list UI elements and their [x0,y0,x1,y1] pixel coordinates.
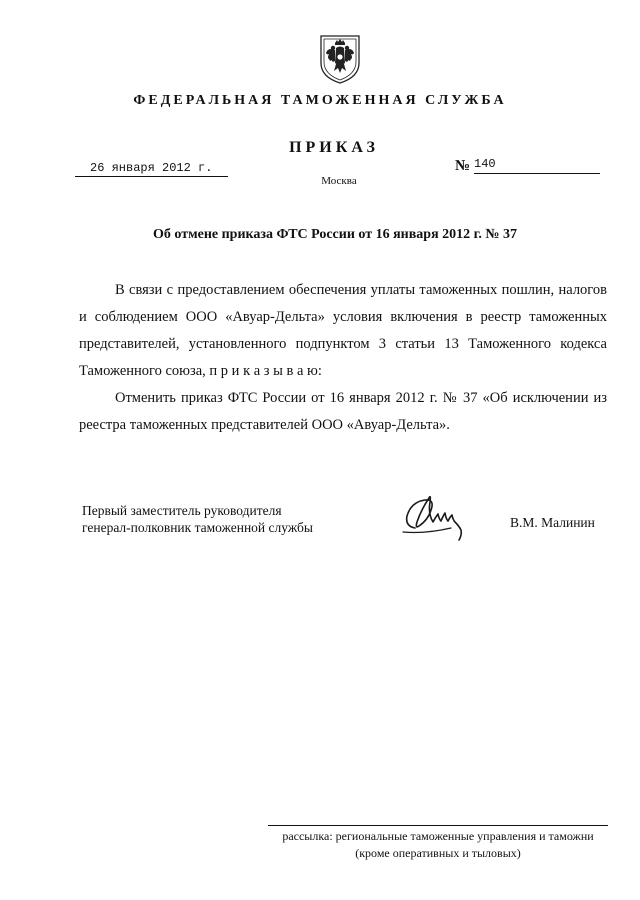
order-number-sign: № [455,158,471,174]
distribution-line: рассылка: региональные таможенные управления и таможни [282,829,594,843]
signer-name: В.М. Малинин [510,515,595,530]
signer-position-line: Первый заместитель руководителя [82,503,282,518]
order-city: Москва [321,175,357,187]
order-body [79,277,607,439]
order-title: ПРИКАЗ [289,139,379,156]
order-subject: Об отмене приказа ФТС России от 16 января 2012 г. № 37 [153,227,517,242]
order-number: 140 [474,156,600,174]
body-paragraph: Отменить приказ ФТС России от 16 января 2012 г. № 37 «Об исключении из реестра таможенных представителей ООО «Авуар-Дельта». [79,390,607,433]
signer-position-line: генерал-полковник таможенной службы [82,520,313,535]
body-paragraph: В связи с предоставлением обеспечения уплаты таможенных пошлин, налогов и соблюдением ООО «Авуар-Дельта» условия включения в реестр таможенных представителей, установленного подпунктом 3 статьи 13 Таможенного кодекса Таможенного союза, п р и к а з ы в а ю: [79,282,607,379]
coat-of-arms-icon [317,33,363,85]
order-date: 26 января 2012 г. [75,160,228,177]
signer-position [82,502,313,536]
distribution-line: (кроме оперативных и тыловых) [355,846,521,860]
handwritten-signature-icon [395,488,475,542]
agency-name: ФЕДЕРАЛЬНАЯ ТАМОЖЕННАЯ СЛУЖБА [133,93,507,108]
distribution-divider [268,825,608,826]
distribution-list [268,828,608,862]
